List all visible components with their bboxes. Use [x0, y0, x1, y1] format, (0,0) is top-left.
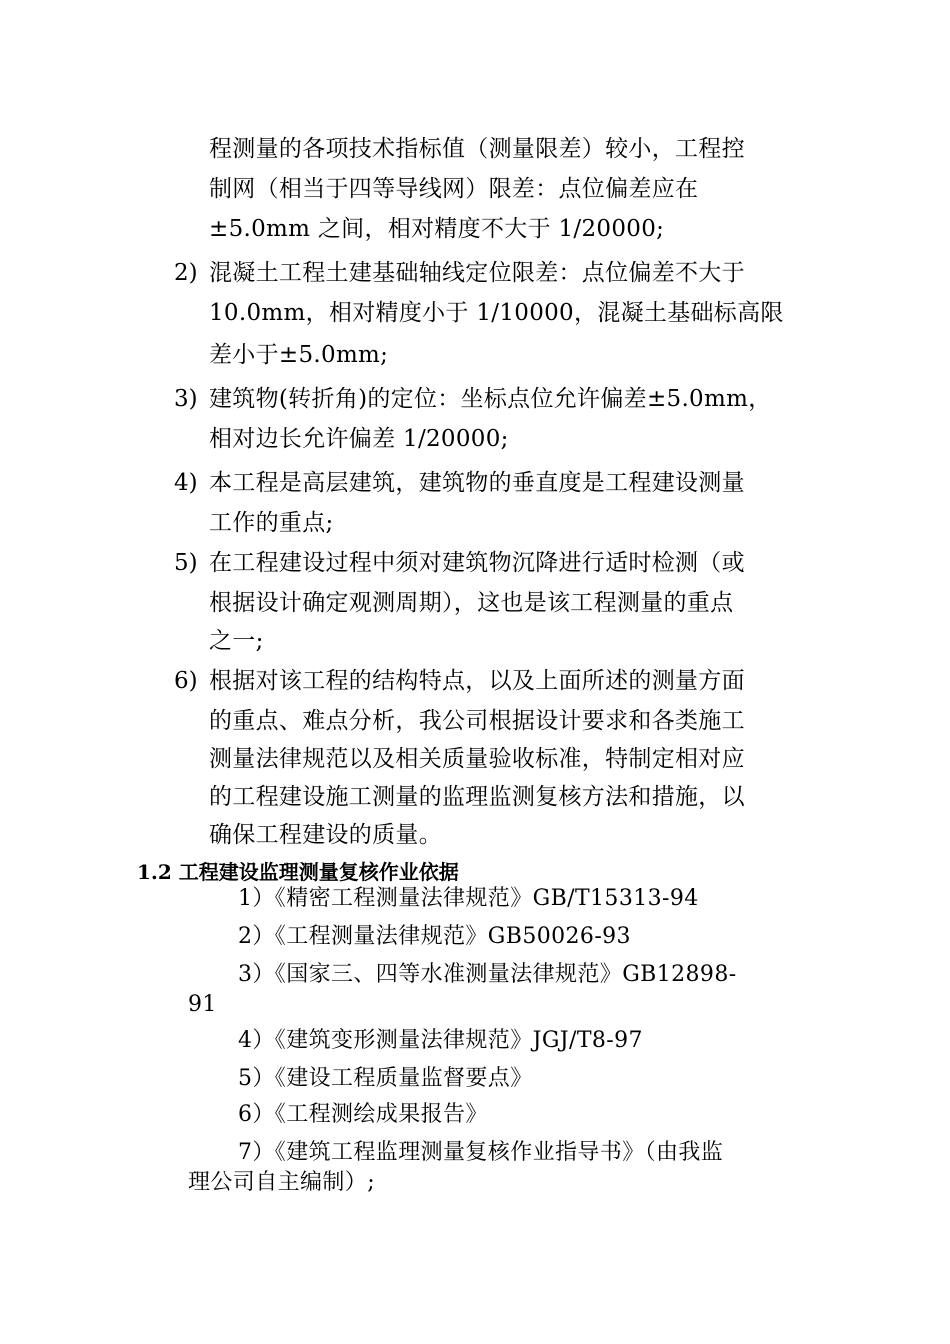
- list-item-line: 根据设计确定观测周期），这也是该工程测量的重点: [209, 590, 734, 616]
- reference-line: 5）《建设工程质量监督要点》: [238, 1066, 533, 1091]
- reference-line: 3）《国家三、四等水准测量法律规范》GB12898-: [238, 962, 737, 987]
- reference-line: 7）《建筑工程监理测量复核作业指导书》（由我监: [238, 1140, 724, 1165]
- intro-line: ±5.0mm 之间，相对精度不大于 1/20000;: [209, 216, 665, 242]
- section-heading: 1.2 工程建设监理测量复核作业依据: [137, 860, 459, 884]
- reference-line: 91: [188, 992, 217, 1017]
- reference-line: 2）《工程测量法律规范》GB50026-93: [238, 924, 631, 949]
- list-item-number: 5): [174, 550, 198, 576]
- reference-line: 6）《工程测绘成果报告》: [238, 1102, 488, 1127]
- list-item-number: 2): [174, 260, 198, 286]
- list-item-line: 的工程建设施工测量的监理监测复核方法和措施，以: [209, 784, 745, 810]
- list-item-line: 在工程建设过程中须对建筑物沉降进行适时检测（或: [209, 550, 745, 576]
- intro-line: 程测量的各项技术指标值（测量限差）较小，工程控: [209, 136, 745, 162]
- list-item-line: 测量法律规范以及相关质量验收标准，特制定相对应: [209, 746, 745, 772]
- reference-line: 4）《建筑变形测量法律规范》JGJ/T8-97: [238, 1028, 643, 1053]
- list-item-line: 的重点、难点分析，我公司根据设计要求和各类施工: [209, 708, 745, 734]
- list-item-line: 差小于±5.0mm;: [209, 342, 389, 368]
- list-item-number: 3): [174, 386, 198, 412]
- list-item-number: 4): [174, 470, 198, 496]
- list-item-line: 混凝土工程土建基础轴线定位限差：点位偏差不大于: [209, 260, 745, 286]
- reference-line: 理公司自主编制）;: [188, 1170, 376, 1195]
- list-item-line: 工作的重点;: [209, 510, 334, 536]
- list-item-line: 相对边长允许偏差 1/20000;: [209, 426, 509, 452]
- list-item-line: 确保工程建设的质量。: [209, 822, 442, 848]
- reference-line: 1）《精密工程测量法律规范》GB/T15313-94: [238, 886, 699, 911]
- list-item-line: 10.0mm，相对精度小于 1/10000，混凝土基础标高限: [209, 300, 784, 326]
- list-item-line: 根据对该工程的结构特点，以及上面所述的测量方面: [209, 668, 745, 694]
- list-item-line: 建筑物(转折角)的定位：坐标点位允许偏差±5.0mm，: [209, 386, 772, 412]
- list-item-line: 之一;: [209, 628, 264, 654]
- list-item-number: 6): [174, 668, 198, 694]
- list-item-line: 本工程是高层建筑，建筑物的垂直度是工程建设测量: [209, 470, 745, 496]
- intro-line: 制网（相当于四等导线网）限差：点位偏差应在: [209, 176, 699, 202]
